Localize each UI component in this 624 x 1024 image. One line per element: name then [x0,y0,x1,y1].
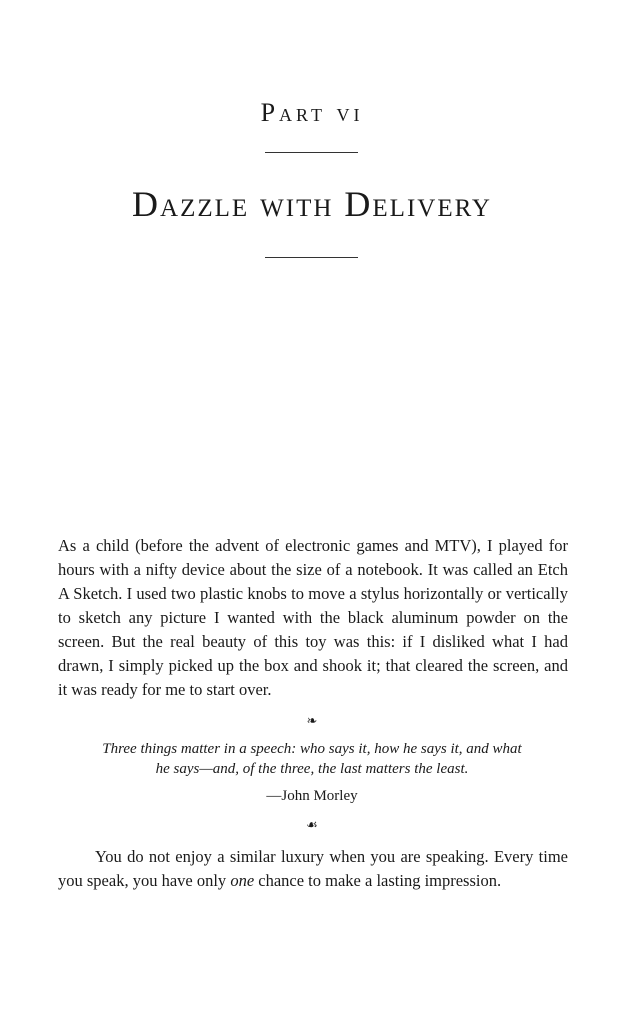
title-rule-bottom [265,257,358,258]
epigraph-quote [80,739,544,779]
body-paragraph-2 [58,845,568,893]
paragraph-2-text-end: chance to make a lasting impression. [254,871,502,890]
fleuron-ornament-top: ❧ [306,713,318,728]
paragraph-2-emphasis: one [230,871,255,890]
body-paragraph-1: As a child (before the advent of electronic games and MTV), I played for hours with a nifty device about the size of a notebook. It was called an Etch A Sketch. I used two plastic knobs to move a stylus horizontally or vertically to sketch any picture I wanted with the black aluminum powder on the screen. But the real beauty of this toy was this: if I disliked what I had drawn, I simply picked up the box and shook it; that cleared the screen, and it was ready for me to start over. [58,536,568,699]
fleuron-ornament-bottom: ☙ [306,817,318,832]
epigraph-attribution: —John Morley [266,788,358,804]
epigraph-line-1: Three things matter in a speech: who says it, how he says it, and what [102,741,522,757]
chapter-title: Dazzle with Delivery [132,184,492,224]
title-rule-top [265,152,358,153]
epigraph-line-2: he says—and, of the three, the last matters the least. [155,761,469,777]
paragraph-2-text-start: You do not enjoy a similar luxury when you are speaking. Every time you speak, you have only [58,847,568,890]
part-heading: Part vi [260,98,364,127]
